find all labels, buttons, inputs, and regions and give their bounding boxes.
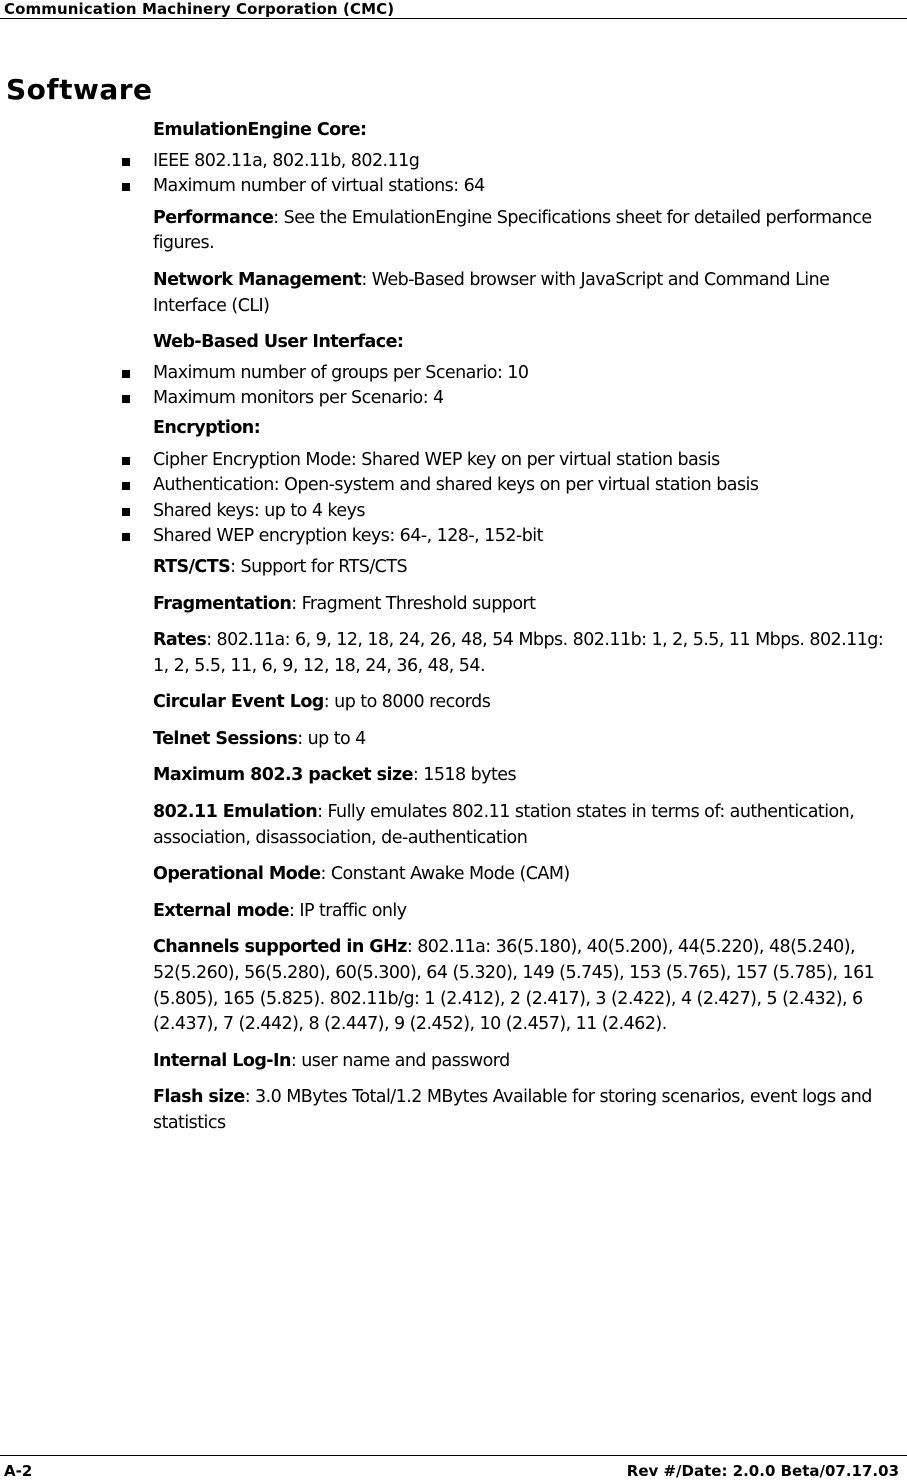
square-bullet-icon xyxy=(122,533,130,541)
flash-spec: Flash size: 3.0 MBytes Total/1.2 MBytes Available for storing scenarios, event logs and statistics xyxy=(153,1087,872,1133)
fragmentation-spec: Fragmentation: Fragment Threshold support xyxy=(153,593,536,614)
encryption-list xyxy=(0,448,907,550)
telnet-spec: Telnet Sessions: up to 4 xyxy=(153,728,366,749)
page-header: Communication Machinery Corporation (CMC) xyxy=(4,0,395,18)
web-ui-heading: Web-Based User Interface: xyxy=(153,332,404,353)
external-mode-spec: External mode: IP traffic only xyxy=(153,900,407,921)
web-ui-list xyxy=(0,361,907,412)
spec-content xyxy=(0,118,907,1137)
network-management-spec: Network Management: Web-Based browser with JavaScript and Command Line Interface (CLI) xyxy=(153,269,830,316)
square-bullet-icon xyxy=(122,482,130,490)
core-list xyxy=(0,149,907,200)
list-item: Maximum number of groups per Scenario: 10 xyxy=(0,361,907,387)
list-item: Shared keys: up to 4 keys xyxy=(0,499,907,525)
list-item: Maximum number of virtual stations: 64 xyxy=(0,174,907,200)
square-bullet-icon xyxy=(122,370,130,378)
page-number: A-2 xyxy=(4,1462,33,1480)
square-bullet-icon xyxy=(122,158,130,166)
list-item: Maximum monitors per Scenario: 4 xyxy=(0,386,907,412)
login-spec: Internal Log-In: user name and password xyxy=(153,1050,510,1071)
core-heading: EmulationEngine Core: xyxy=(153,120,367,140)
square-bullet-icon xyxy=(122,457,130,465)
list-item: IEEE 802.11a, 802.11b, 802.11g xyxy=(0,149,907,175)
emulation-spec: 802.11 Emulation: Fully emulates 802.11 station states in terms of: authentication, association, disassociation, de-authentication xyxy=(153,802,855,848)
square-bullet-icon xyxy=(122,183,130,191)
event-log-spec: Circular Event Log: up to 8000 records xyxy=(153,692,491,713)
rts-cts-spec: RTS/CTS: Support for RTS/CTS xyxy=(153,556,408,577)
list-item: Shared WEP encryption keys: 64-, 128-, 152-bit xyxy=(0,524,907,550)
performance-spec: Performance: See the EmulationEngine Specifications sheet for detailed performance figures. xyxy=(153,207,872,254)
list-item: Cipher Encryption Mode: Shared WEP key on per virtual station basis xyxy=(0,448,907,474)
encryption-heading: Encryption: xyxy=(153,417,261,438)
revision-info: Rev #/Date: 2.0.0 Beta/07.17.03 xyxy=(626,1462,899,1480)
footer-divider xyxy=(0,1455,907,1456)
list-item: Authentication: Open-system and shared keys on per virtual station basis xyxy=(0,473,907,499)
rates-spec: Rates: 802.11a: 6, 9, 12, 18, 24, 26, 48, 54 Mbps. 802.11b: 1, 2, 5.5, 11 Mbps. 802.11g: 1, 2, 5.5, 11, 6, 9, 12, 18, 24, 36, 48, 54. xyxy=(153,630,884,676)
packet-size-spec: Maximum 802.3 packet size: 1518 bytes xyxy=(153,765,517,786)
page-title: Software xyxy=(6,73,153,106)
square-bullet-icon xyxy=(122,395,130,403)
header-divider xyxy=(0,18,907,19)
square-bullet-icon xyxy=(122,508,130,516)
channels-spec: Channels supported in GHz: 802.11a: 36(5.180), 40(5.200), 44(5.220), 48(5.240), 52(5.260), 56(5.280), 60(5.300), 64 (5.320), 149 (5.745), 153 (5.765), 157 (5.785), 161 (5.805), 165 (5.825). 802.11b/g: 1 (2.412), 2 (2.417), 3 (2.422), 4 (2.427), 5 (2.432), 6 (2.437), 7 (2.442), 8 (2.447), 9 (2.452), 10 (2.457), 11 (2.462). xyxy=(153,937,875,1035)
operational-mode-spec: Operational Mode: Constant Awake Mode (CAM) xyxy=(153,864,570,885)
